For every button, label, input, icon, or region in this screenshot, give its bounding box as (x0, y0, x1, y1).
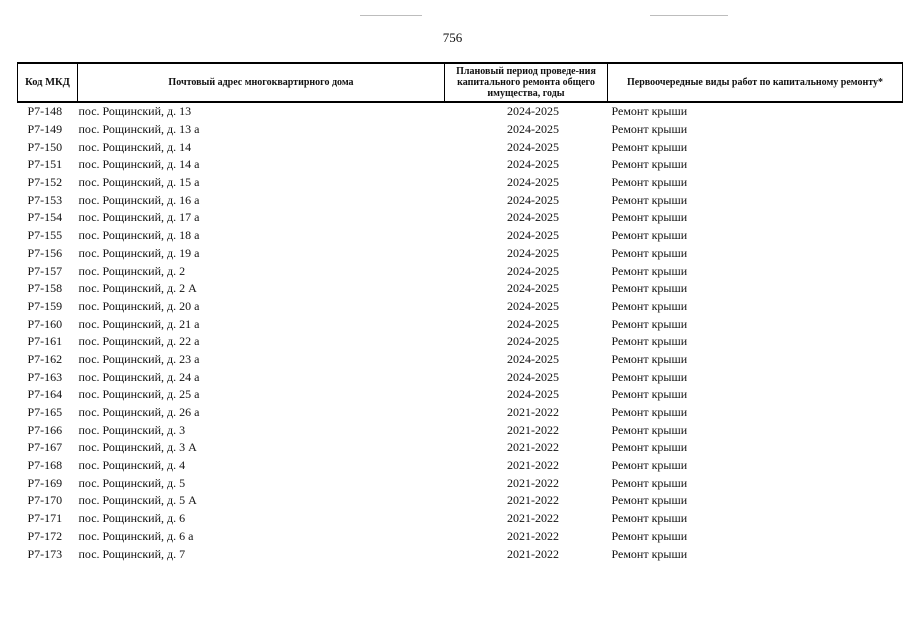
scan-artifact-line (360, 15, 422, 16)
cell-address: пос. Рощинский, д. 22 а (78, 334, 200, 349)
table-row (18, 404, 903, 422)
cell-period: 2021-2022 (507, 422, 559, 437)
scan-artifact-line (650, 15, 728, 16)
cell-period: 2021-2022 (507, 493, 559, 508)
header-address: Почтовый адрес многоквартирного дома (78, 63, 445, 102)
cell-address: пос. Рощинский, д. 7 (78, 546, 186, 561)
cell-works: Ремонт крыши (611, 228, 688, 243)
table-row (18, 315, 903, 333)
cell-works: Ремонт крыши (611, 546, 688, 561)
table-row (18, 528, 903, 546)
cell-code: Р7-152 (27, 175, 63, 190)
cell-address: пос. Рощинский, д. 14 (78, 139, 192, 154)
header-code: Код МКД (18, 63, 78, 102)
cell-period: 2024-2025 (507, 263, 559, 278)
table-row (18, 227, 903, 245)
cell-address: пос. Рощинский, д. 3 А (78, 440, 197, 455)
cell-works: Ремонт крыши (611, 298, 688, 313)
cell-address: пос. Рощинский, д. 17 а (78, 210, 200, 225)
cell-works: Ремонт крыши (611, 493, 688, 508)
cell-address: пос. Рощинский, д. 15 а (78, 175, 200, 190)
header-period: Плановый период проведе-ния капитального ремонта общего имущества, годы (445, 63, 608, 102)
cell-address: пос. Рощинский, д. 6 (78, 511, 186, 526)
cell-code: Р7-148 (27, 104, 63, 119)
table-row (18, 245, 903, 263)
cell-code: Р7-151 (27, 157, 63, 172)
cell-works: Ремонт крыши (611, 175, 688, 190)
cell-works: Ремонт крыши (611, 528, 688, 543)
table-row (18, 545, 903, 563)
cell-period: 2024-2025 (507, 192, 559, 207)
cell-address: пос. Рощинский, д. 26 а (78, 405, 200, 420)
cell-code: Р7-149 (27, 122, 63, 137)
cell-period: 2021-2022 (507, 528, 559, 543)
table-row (18, 191, 903, 209)
cell-code: Р7-168 (27, 458, 63, 473)
repair-schedule-table (17, 62, 903, 563)
cell-address: пос. Рощинский, д. 2 А (78, 281, 197, 296)
table-row (18, 474, 903, 492)
cell-works: Ремонт крыши (611, 440, 688, 455)
page-number: 756 (442, 30, 463, 45)
cell-period: 2024-2025 (507, 334, 559, 349)
table-row (18, 457, 903, 475)
cell-works: Ремонт крыши (611, 104, 688, 119)
cell-period: 2021-2022 (507, 440, 559, 455)
table-row (18, 138, 903, 156)
cell-code: Р7-160 (27, 316, 63, 331)
table-row (18, 262, 903, 280)
cell-period: 2024-2025 (507, 281, 559, 296)
cell-works: Ремонт крыши (611, 458, 688, 473)
cell-code: Р7-169 (27, 475, 63, 490)
cell-works: Ремонт крыши (611, 192, 688, 207)
table-row (18, 102, 903, 121)
cell-works: Ремонт крыши (611, 334, 688, 349)
cell-address: пос. Рощинский, д. 4 (78, 458, 186, 473)
cell-works: Ремонт крыши (611, 245, 688, 260)
cell-period: 2024-2025 (507, 245, 559, 260)
cell-period: 2024-2025 (507, 122, 559, 137)
cell-period: 2021-2022 (507, 475, 559, 490)
table-body (18, 102, 903, 563)
cell-address: пос. Рощинский, д. 20 а (78, 298, 200, 313)
cell-works: Ремонт крыши (611, 122, 688, 137)
cell-period: 2021-2022 (507, 511, 559, 526)
cell-works: Ремонт крыши (611, 316, 688, 331)
cell-address: пос. Рощинский, д. 5 А (78, 493, 197, 508)
table-row (18, 510, 903, 528)
cell-code: Р7-154 (27, 210, 63, 225)
cell-code: Р7-158 (27, 281, 63, 296)
cell-code: Р7-161 (27, 334, 63, 349)
cell-works: Ремонт крыши (611, 405, 688, 420)
table-row (18, 121, 903, 139)
cell-address: пос. Рощинский, д. 19 а (78, 245, 200, 260)
cell-address: пос. Рощинский, д. 13 (78, 104, 192, 119)
table-row (18, 439, 903, 457)
cell-code: Р7-150 (27, 139, 63, 154)
table-row (18, 386, 903, 404)
cell-code: Р7-155 (27, 228, 63, 243)
table-row (18, 333, 903, 351)
table-row (18, 492, 903, 510)
cell-period: 2021-2022 (507, 546, 559, 561)
table-row (18, 280, 903, 298)
table-row (18, 209, 903, 227)
cell-works: Ремонт крыши (611, 475, 688, 490)
cell-code: Р7-164 (27, 387, 63, 402)
cell-code: Р7-162 (27, 351, 63, 366)
cell-code: Р7-156 (27, 245, 63, 260)
cell-works: Ремонт крыши (611, 511, 688, 526)
cell-address: пос. Рощинский, д. 13 а (78, 122, 200, 137)
cell-period: 2024-2025 (507, 210, 559, 225)
cell-period: 2024-2025 (507, 387, 559, 402)
table-header-row (18, 63, 903, 102)
cell-period: 2024-2025 (507, 175, 559, 190)
cell-period: 2024-2025 (507, 369, 559, 384)
cell-works: Ремонт крыши (611, 263, 688, 278)
cell-works: Ремонт крыши (611, 369, 688, 384)
cell-period: 2024-2025 (507, 104, 559, 119)
cell-code: Р7-167 (27, 440, 63, 455)
cell-address: пос. Рощинский, д. 16 а (78, 192, 200, 207)
cell-period: 2024-2025 (507, 351, 559, 366)
cell-works: Ремонт крыши (611, 281, 688, 296)
table-row (18, 174, 903, 192)
cell-works: Ремонт крыши (611, 210, 688, 225)
cell-period: 2024-2025 (507, 316, 559, 331)
cell-works: Ремонт крыши (611, 139, 688, 154)
cell-code: Р7-163 (27, 369, 63, 384)
cell-code: Р7-170 (27, 493, 63, 508)
table-row (18, 351, 903, 369)
cell-code: Р7-165 (27, 405, 63, 420)
cell-address: пос. Рощинский, д. 25 а (78, 387, 200, 402)
header-works: Первоочередные виды работ по капитальному ремонту* (608, 63, 903, 102)
cell-address: пос. Рощинский, д. 24 а (78, 369, 200, 384)
cell-code: Р7-173 (27, 546, 63, 561)
cell-address: пос. Рощинский, д. 18 а (78, 228, 200, 243)
cell-code: Р7-172 (27, 528, 63, 543)
cell-works: Ремонт крыши (611, 387, 688, 402)
cell-address: пос. Рощинский, д. 5 (78, 475, 186, 490)
table-row (18, 421, 903, 439)
table-row (18, 368, 903, 386)
cell-period: 2024-2025 (507, 139, 559, 154)
table-row (18, 156, 903, 174)
cell-address: пос. Рощинский, д. 23 а (78, 351, 200, 366)
cell-code: Р7-157 (27, 263, 63, 278)
cell-works: Ремонт крыши (611, 351, 688, 366)
cell-works: Ремонт крыши (611, 157, 688, 172)
cell-period: 2024-2025 (507, 228, 559, 243)
cell-address: пос. Рощинский, д. 6 а (78, 528, 194, 543)
cell-address: пос. Рощинский, д. 14 а (78, 157, 200, 172)
cell-address: пос. Рощинский, д. 3 (78, 422, 186, 437)
cell-code: Р7-166 (27, 422, 63, 437)
cell-works: Ремонт крыши (611, 422, 688, 437)
cell-code: Р7-153 (27, 192, 63, 207)
cell-period: 2024-2025 (507, 298, 559, 313)
cell-code: Р7-159 (27, 298, 63, 313)
cell-period: 2021-2022 (507, 458, 559, 473)
cell-address: пос. Рощинский, д. 2 (78, 263, 186, 278)
cell-period: 2021-2022 (507, 405, 559, 420)
cell-period: 2024-2025 (507, 157, 559, 172)
table-row (18, 298, 903, 316)
cell-code: Р7-171 (27, 511, 63, 526)
table-header (18, 63, 903, 102)
cell-address: пос. Рощинский, д. 21 а (78, 316, 200, 331)
